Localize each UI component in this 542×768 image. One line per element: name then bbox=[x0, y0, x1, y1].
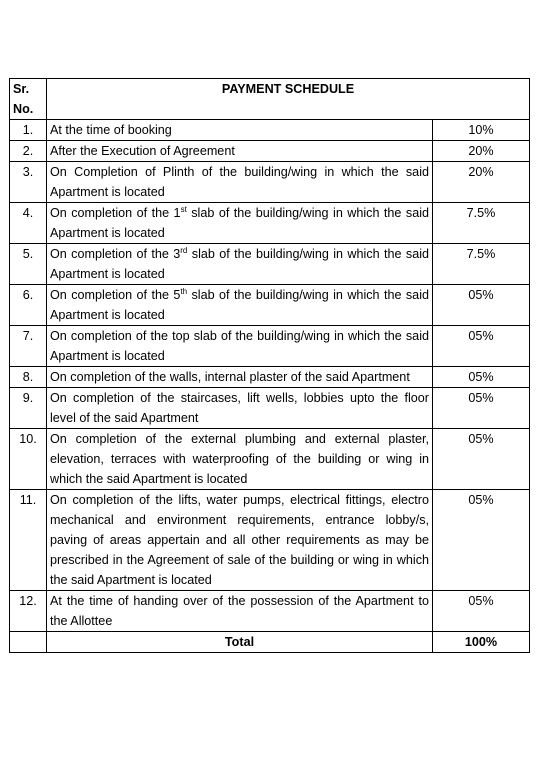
row-description-start: On completion of the 3 bbox=[50, 247, 181, 261]
row-percentage: 10% bbox=[433, 120, 530, 141]
row-percentage: 05% bbox=[433, 388, 530, 429]
row-serial: 4. bbox=[10, 203, 47, 244]
row-description: On completion of the staircases, lift wells, lobbies upto the floor level of the said Apartment bbox=[47, 388, 433, 429]
ordinal-suffix: th bbox=[180, 286, 188, 296]
table-row bbox=[10, 203, 530, 244]
ordinal-suffix: rd bbox=[180, 245, 188, 255]
table-row bbox=[10, 162, 530, 203]
row-description-start: On completion of the 1 bbox=[50, 206, 181, 220]
row-percentage: 20% bbox=[433, 162, 530, 203]
row-description: On completion of the top slab of the building/wing in which the said Apartment is located bbox=[47, 326, 433, 367]
table-row bbox=[10, 120, 530, 141]
row-serial: 2. bbox=[10, 141, 47, 162]
sr-no-header: Sr. No. bbox=[10, 79, 47, 120]
row-description-end: slab of the building/wing in which the said Apartment is located bbox=[50, 206, 430, 240]
row-description: On completion of the walls, internal plaster of the said Apartment bbox=[47, 367, 433, 388]
table-row bbox=[10, 285, 530, 326]
row-serial: 6. bbox=[10, 285, 47, 326]
row-percentage: 7.5% bbox=[433, 244, 530, 285]
row-description-end: slab of the building/wing in which the said Apartment is located bbox=[50, 288, 429, 322]
row-percentage: 05% bbox=[433, 490, 530, 591]
payment-schedule-title: PAYMENT SCHEDULE bbox=[47, 79, 530, 120]
row-description: On completion of the lifts, water pumps, electrical fittings, electro mechanical and environment requirements, entrance lobby/s, paving of areas appertain and all other requirements as may be prescribed in the Agreement of sale of the building or wing in which the said Apartment is located bbox=[47, 490, 433, 591]
ordinal-suffix: st bbox=[180, 204, 187, 214]
row-serial: 8. bbox=[10, 367, 47, 388]
row-percentage: 05% bbox=[433, 326, 530, 367]
row-serial: 9. bbox=[10, 388, 47, 429]
total-value: 100% bbox=[433, 632, 530, 653]
row-description-start: On completion of the 5 bbox=[50, 288, 181, 302]
row-description: At the time of handing over of the possession of the Apartment to the Allottee bbox=[47, 591, 433, 632]
row-description bbox=[47, 203, 433, 244]
row-description-end: slab of the building/wing in which the said Apartment is located bbox=[50, 247, 430, 281]
table-row bbox=[10, 141, 530, 162]
row-description bbox=[47, 244, 433, 285]
row-percentage: 05% bbox=[433, 591, 530, 632]
total-serial-empty bbox=[10, 632, 47, 653]
row-description: After the Execution of Agreement bbox=[47, 141, 433, 162]
row-serial: 7. bbox=[10, 326, 47, 367]
row-serial: 11. bbox=[10, 490, 47, 591]
table-row bbox=[10, 244, 530, 285]
total-row bbox=[10, 632, 530, 653]
total-label: Total bbox=[47, 632, 433, 653]
table-row bbox=[10, 591, 530, 632]
row-percentage: 7.5% bbox=[433, 203, 530, 244]
row-percentage: 20% bbox=[433, 141, 530, 162]
table-row bbox=[10, 367, 530, 388]
row-serial: 1. bbox=[10, 120, 47, 141]
row-percentage: 05% bbox=[433, 367, 530, 388]
table-row bbox=[10, 429, 530, 490]
row-description bbox=[47, 285, 433, 326]
payment-schedule-table bbox=[9, 78, 530, 653]
row-description: On completion of the external plumbing and external plaster, elevation, terraces with waterproofing of the building or wing in which the said Apartment is located bbox=[47, 429, 433, 490]
table-row bbox=[10, 326, 530, 367]
table-header-row bbox=[10, 79, 530, 120]
row-percentage: 05% bbox=[433, 429, 530, 490]
row-serial: 5. bbox=[10, 244, 47, 285]
row-serial: 3. bbox=[10, 162, 47, 203]
table-row bbox=[10, 490, 530, 591]
row-description: On Completion of Plinth of the building/wing in which the said Apartment is located bbox=[47, 162, 433, 203]
row-serial: 12. bbox=[10, 591, 47, 632]
table-row bbox=[10, 388, 530, 429]
row-percentage: 05% bbox=[433, 285, 530, 326]
row-description: At the time of booking bbox=[47, 120, 433, 141]
row-serial: 10. bbox=[10, 429, 47, 490]
